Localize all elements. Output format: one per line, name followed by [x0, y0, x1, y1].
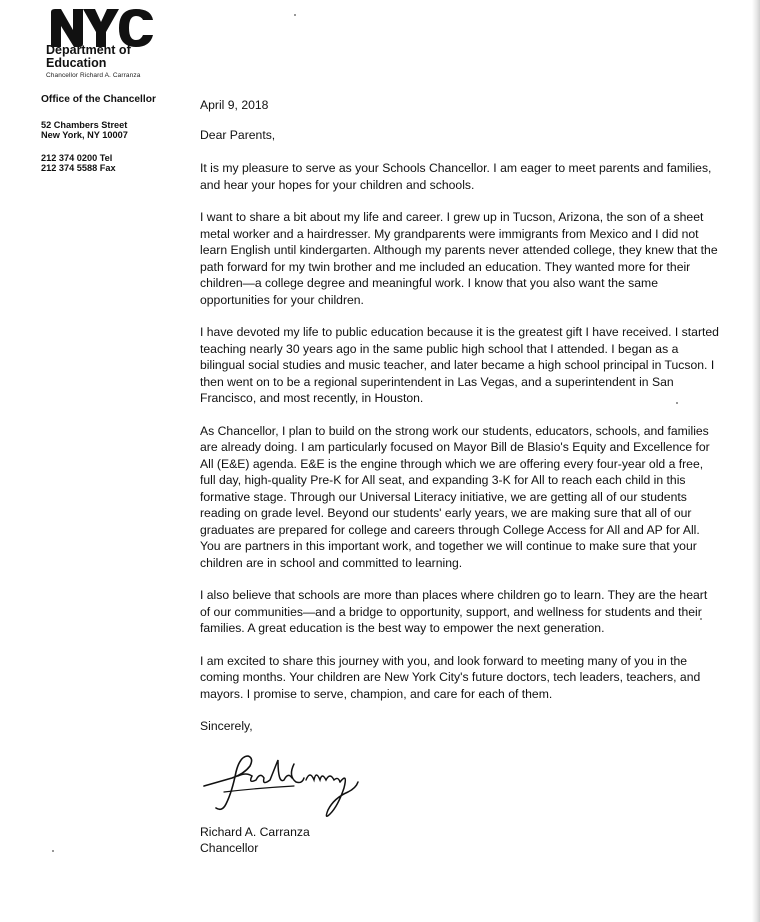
scan-edge-shadow	[752, 0, 760, 922]
department-name	[46, 44, 131, 70]
department-line-1: Department of	[46, 43, 131, 57]
signer-name: Richard A. Carranza	[200, 825, 310, 839]
signature-drawing	[198, 742, 368, 826]
office-fax: 212 374 5588 Fax	[41, 163, 116, 173]
nyc-logo	[49, 8, 159, 48]
scan-speck	[294, 14, 296, 16]
letter-salutation: Dear Parents,	[200, 127, 276, 142]
letter-paragraph: I want to share a bit about my life and career. I grew up in Tucson, Arizona, the son of a sheet metal worker and a hairdresser. My grandparents were immigrants from Mexico and I did not learn English until kindergarten. Although my parents never attended college, they knew that the path forward for my twin brother and me included an education. They wanted more for their children—a college degree and meaningful work. I know that you also want the same opportunities for your children.	[200, 210, 718, 307]
address-line-2: New York, NY 10007	[41, 130, 128, 140]
signer-title: Chancellor	[200, 841, 259, 855]
office-tel: 212 374 0200 Tel	[41, 152, 113, 163]
letter-paragraph: I have devoted my life to public education because it is the greatest gift I have received. I started teaching nearly 30 years ago in the same public high school that I attended. I began as a bilingual social studies and music teacher, and later became a high school principal in Tucson. I then went on to be a regional superintendent in Las Vegas, and a superintendent in San Francisco, and most recently, in Houston.	[200, 325, 719, 405]
letter-paragraph: It is my pleasure to serve as your Schools Chancellor. I am eager to meet parents and families, and hear your hopes for your children and schools.	[200, 161, 712, 192]
logo-text	[49, 8, 159, 48]
letterhead-chancellor: Chancellor Richard A. Carranza	[46, 72, 141, 79]
scan-speck	[52, 850, 54, 852]
office-contact	[41, 153, 191, 174]
letter-body	[200, 97, 720, 735]
address-line-1: 52 Chambers Street	[41, 119, 128, 130]
department-line-2: Education	[46, 56, 107, 70]
letter-paragraph: I am excited to share this journey with you, and look forward to meeting many of you in the coming months. Your children are New York City's future doctors, tech leaders, teachers, and mayors. I promise to serve, champion, and care for each of them.	[200, 653, 701, 701]
letter-closing: Sincerely,	[200, 719, 253, 733]
letter-paragraph: As Chancellor, I plan to build on the strong work our students, educators, schools, and families are already doing. I am particularly focused on Mayor Bill de Blasio's Equity and Excellence for All (E&E) agenda. E&E is the engine through which we are offering every four-year old a free, full day, high-quality Pre-K for All seat, and expanding 3-K for All to reach each child in this formative stage. Through our Universal Literacy initiative, we are getting all of our students reading on grade level. Beyond our students' early years, we are making sure that all of our graduates are prepared for college and careers through College Access for All and AP for All. You are partners in this important work, and together we will continue to make sure that your children are in school and committed to learning.	[200, 423, 710, 570]
office-sidebar	[41, 95, 191, 174]
signature-block	[200, 824, 310, 856]
handwritten-signature	[198, 742, 368, 826]
letter-date: April 9, 2018	[200, 98, 269, 112]
office-title: Office of the Chancellor	[41, 94, 156, 105]
office-address	[41, 120, 191, 141]
letter-paragraph: I also believe that schools are more than places where children go to learn. They are the heart of our communities—and a bridge to opportunity, support, and wellness for students and their families. A great education is the best way to empower the next generation.	[200, 588, 708, 635]
